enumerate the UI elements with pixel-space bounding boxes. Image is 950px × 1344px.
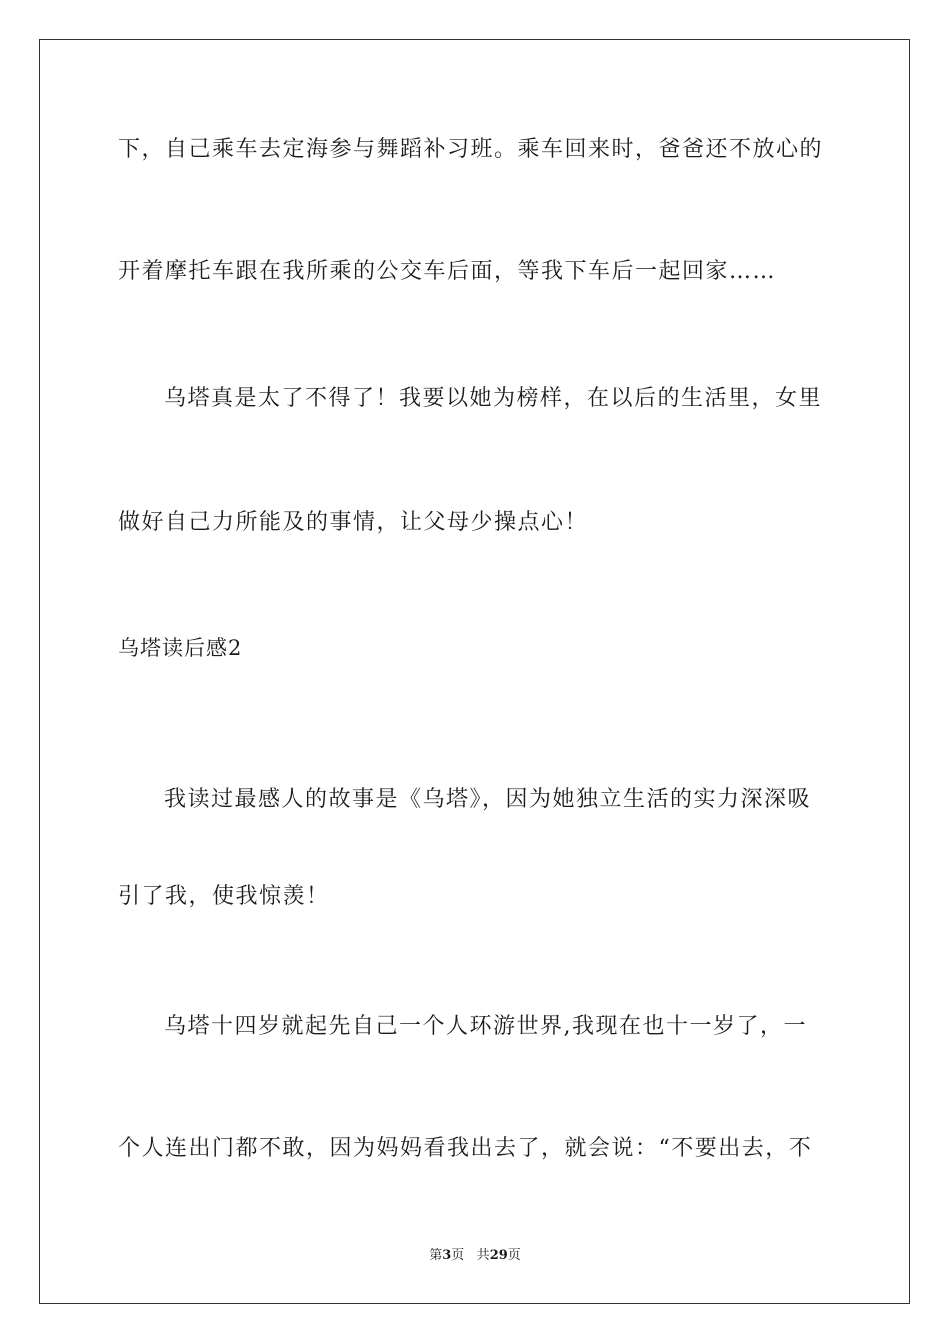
footer-page-prefix: 第 [429,1248,443,1263]
footer-total-prefix: 共 [476,1248,490,1263]
page-footer [0,1247,950,1265]
footer-page-number: 3 [442,1248,452,1263]
footer-total-pages: 29 [489,1248,508,1263]
paragraph-line-1: 下，自己乘车去定海参与舞蹈补习班。乘车回来时，爸爸还不放心的 [118,137,824,162]
paragraph-line-2: 开着摩托车跟在我所乘的公交车后面，等我下车后一起回家…… [118,259,777,284]
section-heading: 乌塔读后感2 [118,636,243,660]
page-border [39,39,910,1304]
paragraph-line-3: 乌塔真是太了不得了！我要以她为榜样，在以后的生活里，女里 [164,386,823,411]
paragraph-line-5: 我读过最感人的故事是《乌塔》，因为她独立生活的实力深深吸 [164,787,812,812]
paragraph-line-7: 乌塔十四岁就起先自己一个人环游世界,我现在也十一岁了，一 [164,1014,807,1039]
paragraph-line-6: 引了我，使我惊羡！ [118,884,330,909]
footer-total-suffix: 页 [507,1248,521,1263]
paragraph-line-4: 做好自己力所能及的事情，让父母少操点心！ [118,510,589,535]
footer-page-suffix: 页 [451,1248,465,1263]
paragraph-line-8: 个人连出门都不敢，因为妈妈看我出去了，就会说：“不要出去，不 [118,1136,813,1161]
